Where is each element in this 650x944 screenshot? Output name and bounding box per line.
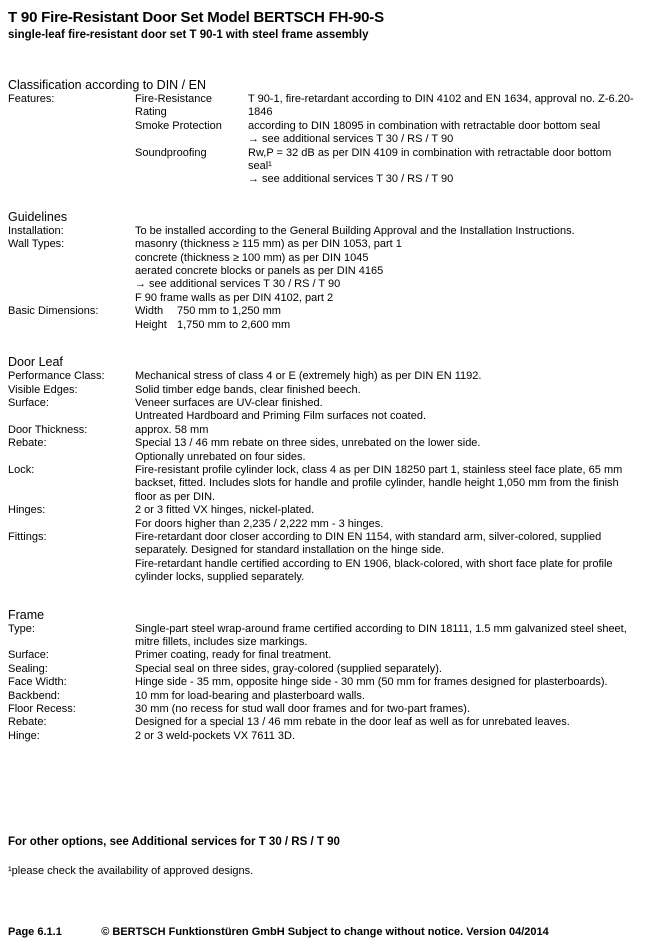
section-heading: Guidelines [8, 209, 68, 224]
spec-value [135, 238, 642, 305]
spec-row [8, 464, 642, 504]
spec-value [135, 504, 642, 531]
spec-text-line [135, 305, 642, 318]
spec-text-line: Mechanical stress of class 4 or E (extremely high) as per DIN EN 1192. [135, 370, 482, 383]
spec-text-line: Solid timber edge bands, clear finished beech. [135, 383, 361, 396]
spec-label: Performance Class: [8, 370, 105, 383]
spec-value [135, 730, 642, 743]
spec-text-line: F 90 frame walls as per DIN 4102, part 2 [135, 291, 334, 304]
spec-row [8, 690, 642, 703]
spec-text-line: Rw,P = 32 dB as per DIN 4109 in combination with retractable door bottom [248, 146, 612, 159]
spec-text-line: To be installed according to the General Building Approval and the Installation Instructions. [135, 224, 575, 237]
spec-label: Floor Recess: [8, 703, 76, 716]
spec-row [8, 531, 642, 585]
spec-text-line: Designed for a special 13 / 46 mm rebate in the door leaf as well as for unrebated leaves. [135, 716, 570, 729]
spec-sublabel [135, 93, 248, 120]
spec-value [135, 370, 642, 383]
spec-label: Features: [8, 93, 55, 105]
spec-value [135, 424, 642, 437]
spec-text-line: Optionally unrebated on four sides. [135, 450, 306, 463]
spec-label: Fittings: [8, 530, 47, 543]
spec-text-line: Fire-retardant handle certified according to EN 1906, black-colored, with short face plate for profile [135, 557, 613, 570]
spec-text-line: aerated concrete blocks or panels as per DIN 4165 [135, 265, 384, 278]
spec-row [8, 716, 642, 729]
spec-label: Installation: [8, 224, 64, 237]
dimension-range: 750 mm to 1,250 mm [177, 305, 281, 318]
spec-value [135, 703, 642, 716]
spec-text-line: For doors higher than 2,235 / 2,222 mm - 3 hinges. [135, 517, 384, 530]
spec-value [135, 437, 642, 464]
spec-label: Rebate: [8, 437, 47, 450]
spec-text-line: 2 or 3 fitted VX hinges, nickel-plated. [135, 504, 315, 517]
spec-label: Hinges: [8, 504, 46, 517]
footnote: ¹please check the availability of approved designs. [8, 865, 254, 878]
spec-value [135, 690, 642, 703]
section-heading: Classification according to DIN / EN [8, 78, 206, 92]
spec-row [8, 730, 642, 743]
doc-header [8, 8, 642, 42]
spec-value [135, 464, 642, 504]
spec-value [135, 305, 642, 332]
spec-label: Door Thickness: [8, 423, 88, 436]
spec-value [135, 623, 642, 650]
spec-text-line: mitre fillets, includes size markings. [135, 636, 308, 648]
additional-options-note: For other options, see Additional services for T 30 / RS / T 90 [8, 836, 340, 849]
spec-row [8, 663, 642, 676]
spec-text-line: backset, fitted. Includes slots for handle and profile cylinder, handle height 1,050 mm from the finish [135, 477, 619, 490]
spec-text-line: T 90-1, fire-retardant according to DIN 4102 and EN 1634, approval no. Z-6.20- [248, 93, 634, 105]
spec-label: Wall Types: [8, 238, 65, 251]
section-classification [8, 77, 642, 187]
spec-sublabel-line: Fire-Resistance [135, 93, 213, 105]
spec-sublabel [135, 147, 248, 160]
spec-value [135, 531, 642, 585]
spec-label: Visible Edges: [8, 383, 78, 396]
spec-text-line: approx. 58 mm [135, 423, 209, 436]
dimension-range: 1,750 mm to 2,600 mm [177, 318, 291, 331]
spec-value [248, 93, 642, 120]
spec-label: Rebate: [8, 716, 47, 729]
spec-value [135, 676, 642, 689]
spec-value [135, 663, 642, 676]
spec-row [8, 238, 642, 305]
spec-value [248, 147, 642, 187]
spec-text-line: masonry (thickness ≥ 115 mm) as per DIN 1053, part 1 [135, 238, 402, 251]
spec-row [8, 397, 642, 424]
spec-row [8, 93, 642, 120]
doc-title: T 90 Fire-Resistant Door Set Model BERTSCH FH-90-S [8, 9, 384, 26]
spec-row [8, 424, 642, 437]
spec-text-line: → see additional services T 30 / RS / T 90 [248, 173, 454, 186]
spec-row [8, 623, 642, 650]
section-guidelines [8, 209, 642, 332]
spec-row [8, 225, 642, 238]
spec-text-line: 30 mm (no recess for stud wall door frames and for two-part frames). [135, 703, 471, 716]
spec-value [135, 225, 642, 238]
section-heading: Door Leaf [8, 355, 63, 370]
spec-text-line: floor as per DIN. [135, 490, 216, 503]
spec-sublabel-line: Soundproofing [135, 146, 207, 159]
spec-text-line: Primer coating, ready for final treatment. [135, 649, 332, 662]
spec-text-line: Fire-retardant door closer according to DIN EN 1154, with standard arm, silver-colored, supplied [135, 530, 602, 543]
spec-label: Hinge: [8, 729, 40, 742]
spec-row [8, 147, 642, 187]
dimension-name: Width [135, 305, 164, 318]
spec-text-line: separately. Designed for standard installation on the hinge side. [135, 544, 445, 557]
spec-text-line: Hinge side - 35 mm, opposite hinge side - 30 mm (50 mm for frames designed for plasterboards). [135, 676, 608, 689]
spec-row [8, 437, 642, 464]
spec-text-line: cylinder locks, supplied separately. [135, 571, 305, 584]
spec-value [135, 384, 642, 397]
page-number: Page 6.1.1 [8, 926, 62, 938]
spec-label: Backbend: [8, 689, 60, 702]
spec-text-line: → see additional services T 30 / RS / T 90 [248, 133, 454, 146]
spec-text-line: Fire-resistant profile cylinder lock, class 4 as per DIN 18250 part 1, stainless steel face plate, 65 mm [135, 463, 623, 476]
spec-text-line: Special seal on three sides, gray-colored (supplied separately). [135, 662, 442, 675]
spec-row [8, 120, 642, 147]
spec-sublabel-line: Rating [135, 106, 167, 119]
spec-text-line: 10 mm for load-bearing and plasterboard walls. [135, 689, 365, 702]
dimension-name: Height [135, 318, 167, 331]
spec-label: Basic Dimensions: [8, 305, 99, 318]
spec-sublabel-line: Smoke Protection [135, 119, 222, 132]
spec-label: Lock: [8, 463, 35, 476]
spec-value [135, 397, 642, 424]
spec-text-line: Untreated Hardboard and Priming Film surfaces not coated. [135, 410, 427, 423]
spec-row [8, 305, 642, 332]
spec-row [8, 703, 642, 716]
spec-text-line: according to DIN 18095 in combination with retractable door bottom seal [248, 119, 601, 132]
spec-text-line: → see additional services T 30 / RS / T 90 [135, 278, 341, 291]
spec-row [8, 384, 642, 397]
spec-text-line: Single-part steel wrap-around frame certified according to DIN 18111, 1.5 mm galvanized steel sheet, [135, 622, 627, 635]
spec-label: Surface: [8, 396, 49, 409]
spec-text-line: 2 or 3 weld-pockets VX 7611 3D. [135, 729, 295, 742]
doc-subtitle: single-leaf fire-resistant door set T 90-1 with steel frame assembly [8, 29, 369, 41]
section-door-leaf [8, 354, 642, 585]
spec-text-line: Special 13 / 46 mm rebate on three sides, unrebated on the lower side. [135, 437, 481, 450]
spec-value [135, 716, 642, 729]
spec-text-line: concrete (thickness ≥ 100 mm) as per DIN 1045 [135, 251, 369, 264]
spec-text-line: Veneer surfaces are UV-clear finished. [135, 396, 323, 409]
section-frame [8, 607, 642, 744]
spec-sublabel [135, 120, 248, 133]
page-footer [8, 926, 642, 939]
spec-text-line: seal¹ [248, 160, 272, 173]
spec-text-line [135, 319, 642, 332]
spec-label: Sealing: [8, 662, 48, 675]
spec-value [135, 649, 642, 662]
spec-row [8, 649, 642, 662]
spec-label: Surface: [8, 649, 49, 662]
spec-sections [8, 77, 642, 743]
spec-row [8, 504, 642, 531]
spec-label: Type: [8, 622, 35, 635]
copyright-line: © BERTSCH Funktionstüren GmbH Subject to change without notice. Version 04/2014 [101, 926, 549, 938]
section-heading: Frame [8, 607, 45, 622]
spec-label: Face Width: [8, 676, 67, 689]
spec-row [8, 676, 642, 689]
spec-row [8, 370, 642, 383]
spec-text-line: 1846 [248, 106, 273, 119]
spec-value [248, 120, 642, 147]
